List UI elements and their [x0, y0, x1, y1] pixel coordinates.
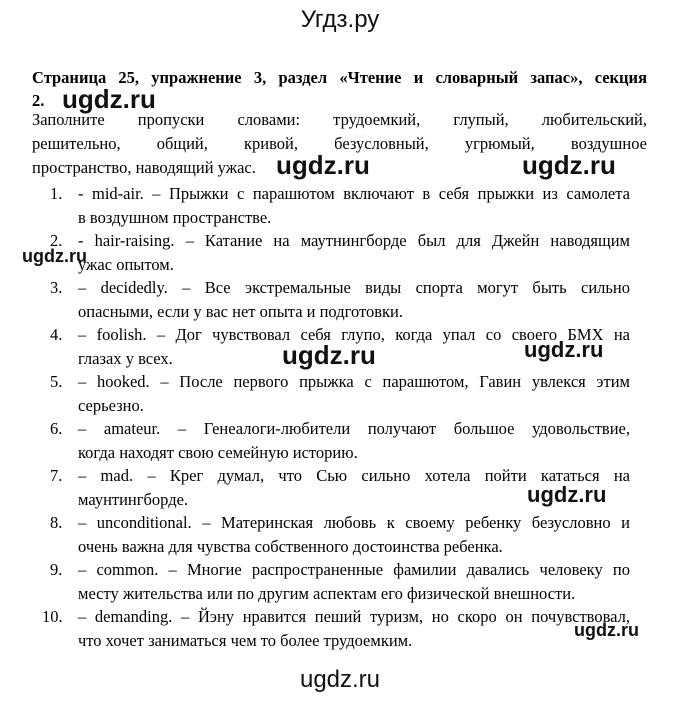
watermark: ugdz.ru [522, 150, 616, 180]
item-text [78, 417, 630, 465]
item-number: 8. [50, 513, 63, 532]
item-line: - hair-raising. – Катание на маутнингборде был для Джейн наводящим [78, 231, 630, 250]
item-number: 4. [50, 325, 63, 344]
item-text [78, 558, 630, 606]
item-number: 7. [50, 466, 63, 485]
item-number: 10. [42, 607, 63, 626]
item-number: 2. [50, 231, 63, 250]
item-line: - mid-air. – Прыжки с парашютом включают в себя прыжки из самолета [78, 184, 630, 203]
watermark: ugdz.ru [22, 246, 87, 266]
item-number: 5. [50, 372, 63, 391]
item-line: – amateur. – Генеалоги-любители получают большое удовольствие, [78, 419, 630, 438]
item-text [78, 511, 630, 559]
item-line: месту жительства или по другим аспектам его физической внешности. [78, 584, 576, 603]
item-line: – unconditional. – Материнская любовь к своему ребенку безусловно и [78, 513, 630, 532]
item-line: серьезно. [78, 396, 144, 415]
item-text [78, 370, 630, 418]
watermark: ugdz.ru [282, 340, 376, 370]
item-line: – common. – Многие распространенные фамилии давались человеку по [78, 560, 630, 579]
watermark: ugdz.ru [276, 150, 370, 180]
item-number: 9. [50, 560, 63, 579]
item-line: – mad. – Крег думал, что Сью сильно хотела пойти кататься на [78, 466, 630, 485]
item-line: опасными, если у вас нет опыта и подготовки. [78, 302, 403, 321]
item-line: – hooked. – После первого прыжка с парашютом, Гавин увлекся этим [78, 372, 630, 391]
item-line: в воздушном пространстве. [78, 208, 272, 227]
item-text [78, 605, 630, 653]
item-line: – demanding. – Йэну нравится пеший туризм, но скоро он почувствовал, [78, 607, 630, 626]
item-text [78, 229, 630, 277]
site-header-logo: Угдз.ру [300, 6, 380, 33]
item-line: ужас опытом. [78, 255, 174, 274]
page-title-continuation: 2. [32, 91, 45, 110]
page-title: Страница 25, упражнение 3, раздел «Чтение и словарный запас», секция [32, 68, 647, 87]
item-number: 6. [50, 419, 63, 438]
item-text [78, 276, 630, 324]
item-line: очень важна для чувства собственного достоинства ребенка. [78, 537, 503, 556]
item-line: когда находят свою семейную историю. [78, 443, 358, 462]
item-line: – decidedly. – Все экстремальные виды спорта могут быть сильно [78, 278, 630, 297]
watermark: ugdz.ru [62, 84, 156, 114]
instructions-line: Заполните пропуски словами: трудоемкий, глупый, любительский, [32, 110, 647, 129]
item-number: 3. [50, 278, 63, 297]
instructions-line: решительно, общий, кривой, безусловный, угрюмый, воздушное [32, 134, 647, 153]
footer-watermark: ugdz.ru [299, 666, 381, 693]
watermark: ugdz.ru [524, 337, 604, 362]
watermark: ugdz.ru [527, 482, 607, 507]
instructions-line: пространство, наводящий ужас. [32, 158, 256, 177]
item-number: 1. [50, 184, 63, 203]
item-line: – foolish. – Дог чувствовал себя глупо, когда упал со своего БМХ на [78, 325, 630, 344]
watermark: ugdz.ru [574, 620, 639, 640]
item-text [78, 182, 630, 230]
item-line: глазах у всех. [78, 349, 173, 368]
item-line: маунтингборде. [78, 490, 189, 509]
item-line: что хочет заниматься чем то более трудоемким. [78, 631, 413, 650]
